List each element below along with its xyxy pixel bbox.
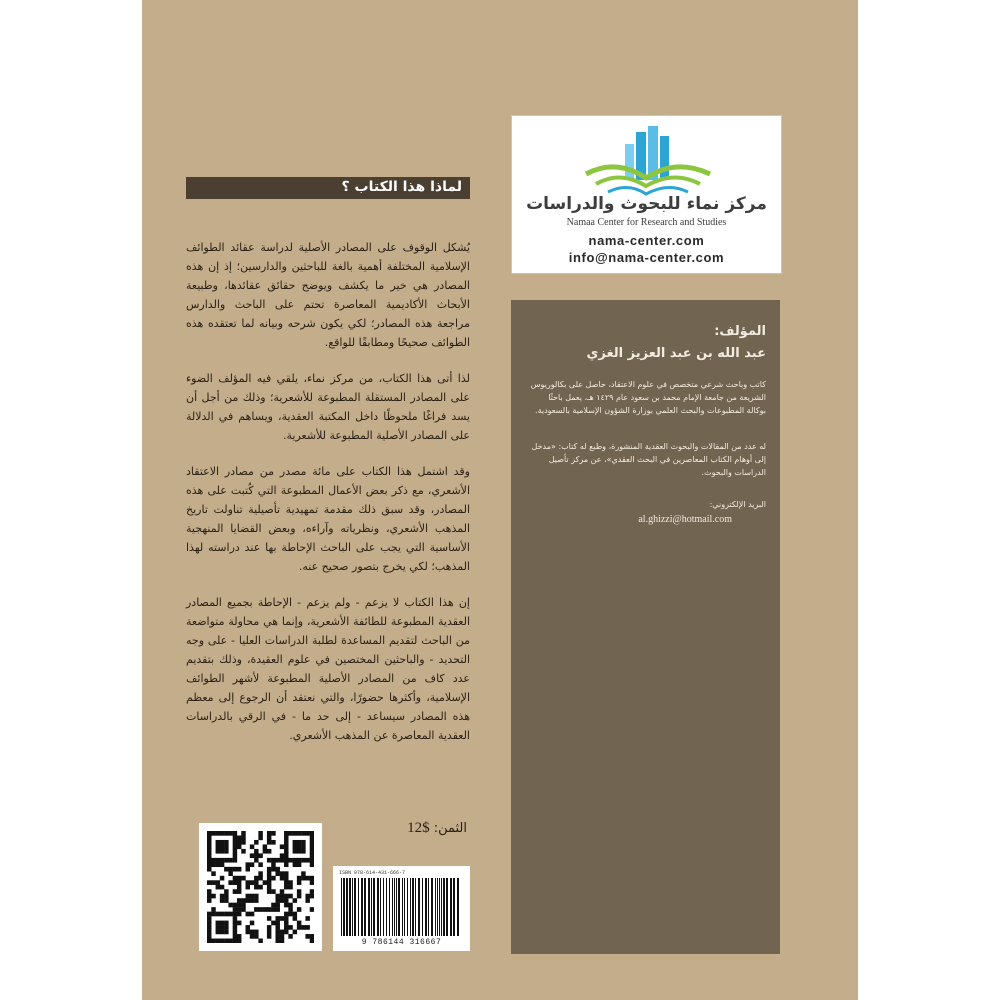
section-title: لماذا هذا الكتاب ؟ [341, 179, 462, 195]
author-heading: المؤلف: [714, 324, 766, 339]
publisher-name-arabic: مركز نماء للبحوث والدراسات [526, 194, 767, 214]
author-works: له عدد من المقالات والبحوث العقدية المنشورة، وطبع له كتاب: «مدخل إلى أوهام الكتاب المعاصرين في البحث العقدي»، عن مركز تأصيل الدراسات والبحوث. [531, 442, 766, 477]
price-amount: $12 [407, 820, 430, 836]
qr-code [199, 823, 322, 951]
price [337, 820, 467, 837]
barcode-icon [339, 878, 464, 936]
isbn-number: ISBN 978-614-431-666-7 [339, 870, 406, 876]
section-title-bar [186, 177, 470, 199]
qr-code-icon [207, 831, 314, 943]
author-name: عبد الله بن عبد العزيز الغزي [586, 346, 766, 361]
description-paragraph: يُشكل الوقوف على المصادر الأصلية لدراسة عقائد الطوائف الإسلامية المختلفة أهمية بالغة للباحثين والدارسين؛ إذ إن هذه المصادر هي خير ما يكشف ويوضح حقائق عقائدها، وطبيعة الأبحاث الأكاديمية المعاصرة تحتم على الباحث والدارس مراجعة هذه المصادر؛ لكي يكون شرحه وبيانه لما تعتقده هذه الطوائف صحيحًا ومطابقًا للواقع. [186, 241, 470, 349]
author-email-label: البريد الإلكتروني: [709, 500, 766, 509]
open-book-logo-icon [578, 122, 718, 200]
author-panel [511, 300, 780, 954]
publisher-name-english: Namaa Center for Research and Studies [566, 217, 727, 228]
author-email: al.ghizzi@hotmail.com [638, 514, 732, 525]
author-bio: كاتب وباحث شرعي متخصص في علوم الاعتقاد، حاصل على بكالوريوس الشريعة من جامعة الإمام محمد بن سعود عام ١٤٢٩ هـ، يعمل باحثًا بوكالة المطبوعات والبحث العلمي بوزارة الشؤون الإسلامية بالسعودية. [530, 380, 766, 415]
publisher-logo-card [511, 115, 782, 274]
publisher-website: nama-center.com [588, 233, 705, 248]
isbn-barcode [333, 866, 470, 951]
description-paragraph: إن هذا الكتاب لا يزعم - ولم يزعم - الإحاطة بجميع المصادر العقدية المطبوعة للطائفة الأشعرية، وإنما هي محاولة متواضعة من الباحث لتقديم المساعدة لطلبة الدراسات العليا - على وجه التحديد - والباحثين المختصين في علوم العقيدة، وذلك بتقديم عدد كاف من المصادر الأصلية المطبوعة لأشهر الطوائف الإسلامية، وأكثرها حضورًا، والتي نعتقد أن الرجوع إلى معظم هذه المصادر سيساعد - إلى حد ما - في الرقي بالدراسات العقدية المعاصرة عن المذهب الأشعري. [186, 596, 470, 742]
description-paragraph: لذا أتى هذا الكتاب، من مركز نماء، يلقي فيه المؤلف الضوء على المصادر المستقلة المطبوعة للأشعرية؛ وذلك من أجل أن يسد فراغًا ملحوظًا داخل المكتبة العقدية، ويساهم في الدلالة على المصادر الأصلية المطبوعة للأشعرية. [186, 372, 470, 442]
barcode-digits: 9 786144 316667 [361, 938, 442, 947]
publisher-email: info@nama-center.com [568, 250, 725, 265]
description-paragraph: وقد اشتمل هذا الكتاب على مائة مصدر من مصادر الاعتقاد الأشعري، مع ذكر بعض الأعمال المطبوعة التي كُتبت على هذه المصادر، وقد سبق ذلك مقدمة تمهيدية تأصيلية تناولت تاريخ المذهب الأشعري، ونظرياته وآراءه، وبعض القضايا المنهجية الأساسية التي يجب على الباحث الإحاطة بها عند دراسته لهذا المذهب؛ لكي يخرج بتصور صحيح عنه. [186, 465, 470, 573]
book-description [186, 238, 470, 762]
price-label: الثمن: [433, 821, 467, 836]
